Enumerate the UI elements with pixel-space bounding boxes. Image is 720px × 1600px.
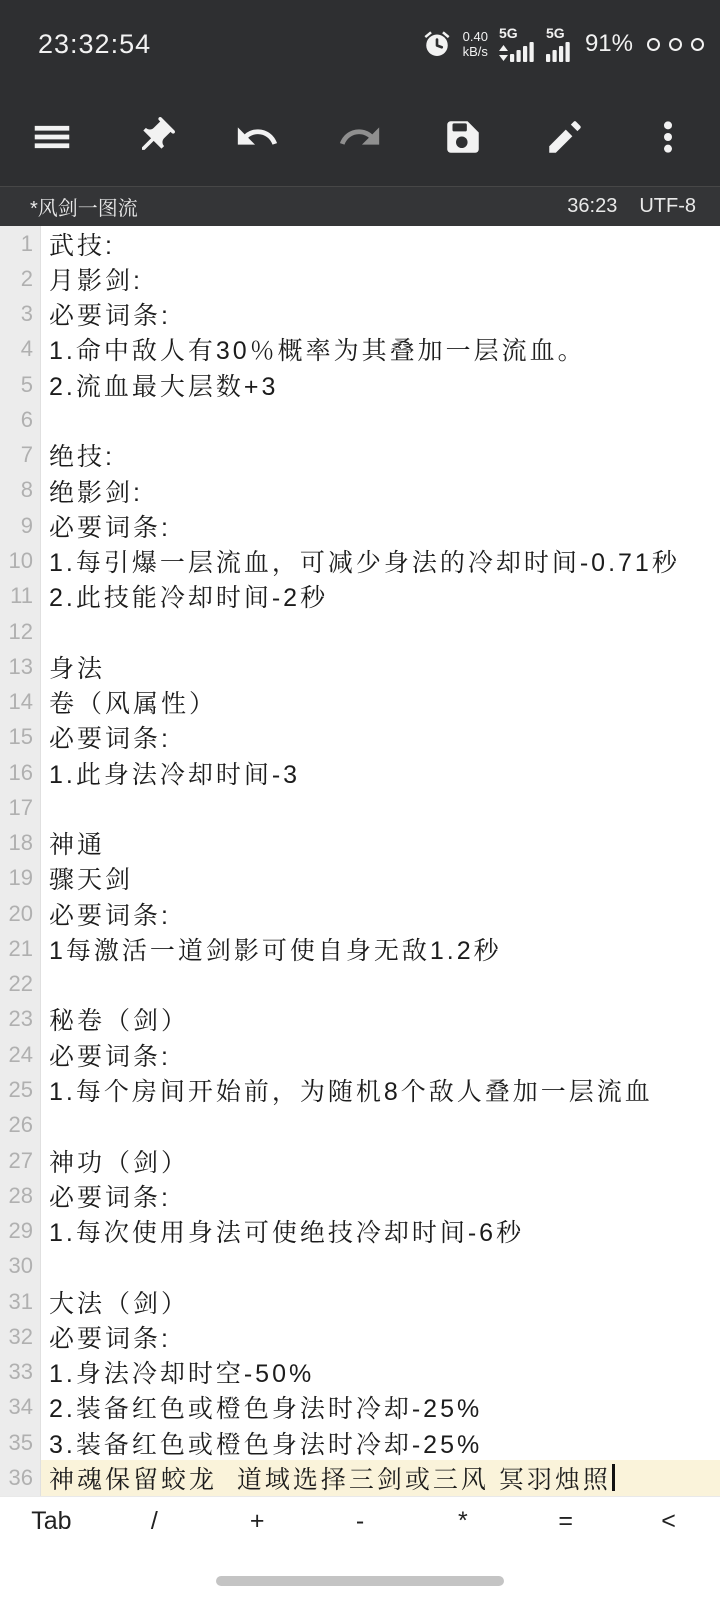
- line-number: 17: [8, 794, 33, 820]
- editor-line[interactable]: [0, 614, 720, 649]
- line-text[interactable]: 秘卷（剑）: [49, 1007, 190, 1036]
- line-text[interactable]: 绝影剑:: [49, 478, 143, 507]
- editor-line[interactable]: [0, 1319, 720, 1354]
- line-text[interactable]: 必要词条:: [49, 1042, 171, 1071]
- line-text[interactable]: 2.此技能冷却时间-2秒: [49, 584, 329, 613]
- line-text[interactable]: 1.每引爆一层流血，可减少身法的冷却时间-0.71秒: [49, 549, 680, 578]
- network-speed-value: 0.40: [462, 29, 488, 44]
- editor-line[interactable]: [0, 438, 720, 473]
- battery-percentage: 91%: [584, 30, 633, 57]
- editor-line[interactable]: [0, 1037, 720, 1072]
- line-number: 32: [8, 1323, 33, 1349]
- editor-line[interactable]: [0, 261, 720, 296]
- line-text[interactable]: 2.流血最大层数+3: [49, 372, 279, 401]
- line-text[interactable]: 必要词条:: [49, 725, 171, 754]
- line-number: 14: [8, 689, 33, 715]
- line-number: 10: [8, 548, 33, 574]
- line-number: 16: [8, 759, 33, 785]
- status-right-cluster: [422, 24, 704, 62]
- symbol-key-asterisk[interactable]: *: [458, 1506, 468, 1535]
- line-text[interactable]: 必要词条:: [49, 1183, 171, 1212]
- line-number: 4: [20, 336, 33, 362]
- editor-line[interactable]: [0, 1390, 720, 1425]
- line-number: 25: [8, 1077, 33, 1102]
- sim1-network-type: 5G: [498, 24, 518, 41]
- cursor-position: 36:23: [567, 195, 618, 217]
- line-number: 33: [8, 1359, 33, 1385]
- line-number: 21: [8, 935, 33, 961]
- line-number: 13: [8, 653, 33, 679]
- line-number: 20: [8, 900, 33, 926]
- text-cursor: [612, 1464, 615, 1491]
- line-text[interactable]: 大法（剑）: [49, 1289, 190, 1318]
- editor-line[interactable]: [0, 720, 720, 755]
- redo-icon: [337, 114, 383, 160]
- line-number: 34: [8, 1394, 33, 1420]
- editor-line[interactable]: [0, 826, 720, 861]
- signal-bars-icon: [510, 41, 535, 62]
- line-number: 15: [8, 724, 33, 750]
- line-number: 36: [8, 1464, 33, 1490]
- line-text[interactable]: 1.每次使用身法可使绝技冷却时间-6秒: [49, 1219, 525, 1248]
- data-updown-arrows-icon: [499, 45, 508, 62]
- line-number: 23: [8, 1006, 33, 1032]
- symbol-key-tab[interactable]: Tab: [31, 1506, 72, 1535]
- line-number: 6: [20, 406, 33, 432]
- menu-button[interactable]: [26, 111, 78, 163]
- line-text[interactable]: 必要词条:: [49, 901, 171, 930]
- network-speed-unit: kB/s: [462, 44, 488, 59]
- more-options-button[interactable]: [642, 111, 694, 163]
- line-text[interactable]: 1每激活一道剑影可使自身无敌1.2秒: [49, 936, 502, 965]
- line-number: 8: [20, 477, 33, 503]
- pencil-icon: [544, 116, 586, 158]
- line-number: 5: [20, 371, 33, 397]
- line-number: 12: [8, 618, 33, 644]
- line-number: 30: [8, 1253, 33, 1279]
- status-bar: [0, 0, 720, 88]
- line-number: 31: [8, 1288, 33, 1314]
- line-number: 26: [8, 1112, 33, 1138]
- line-number: 29: [8, 1218, 33, 1244]
- editor-line[interactable]: [0, 1002, 720, 1037]
- line-number: 22: [8, 971, 33, 997]
- line-text[interactable]: 绝技:: [49, 443, 115, 472]
- editor-line[interactable]: [0, 402, 720, 437]
- line-text[interactable]: 2.装备红色或橙色身法时冷却-25%: [49, 1395, 483, 1424]
- line-text[interactable]: 卷（风属性）: [49, 690, 218, 719]
- line-text[interactable]: 3.装备红色或橙色身法时冷却-25%: [49, 1430, 483, 1459]
- editor-line[interactable]: [0, 967, 720, 1002]
- line-number: 7: [20, 442, 33, 468]
- editor-line[interactable]: [0, 684, 720, 719]
- gesture-nav-area: [0, 1545, 720, 1600]
- hamburger-menu-icon: [29, 114, 75, 160]
- editor-line[interactable]: [0, 508, 720, 543]
- symbol-key-plus[interactable]: +: [249, 1506, 265, 1535]
- sim2-network-type: 5G: [545, 24, 565, 41]
- file-title: *风剑一图流: [30, 198, 138, 220]
- line-text[interactable]: 1.此身法冷却时间-3: [49, 760, 301, 789]
- editor-line[interactable]: [0, 1108, 720, 1143]
- line-text[interactable]: [41, 967, 720, 1002]
- line-text[interactable]: 武技:: [49, 231, 115, 260]
- line-number: 35: [8, 1429, 33, 1455]
- edit-button[interactable]: [539, 111, 591, 163]
- line-number: 9: [20, 512, 33, 538]
- undo-icon: [234, 114, 280, 160]
- editor-line[interactable]: [0, 1249, 720, 1284]
- line-number: 11: [10, 583, 33, 609]
- line-text[interactable]: [41, 1108, 720, 1143]
- editor-line[interactable]: [0, 896, 720, 931]
- line-text[interactable]: 骤天剑: [49, 866, 134, 895]
- redo-button[interactable]: [334, 111, 386, 163]
- line-number: 19: [8, 865, 33, 891]
- undo-button[interactable]: [231, 111, 283, 163]
- editor-line[interactable]: [0, 367, 720, 402]
- network-speed: [463, 29, 488, 59]
- status-clock: 23:32:54: [38, 28, 152, 59]
- signal-bars-icon: [546, 41, 571, 62]
- line-text[interactable]: [41, 614, 720, 649]
- sim1-signal: [498, 24, 535, 62]
- editor-line[interactable]: [0, 790, 720, 825]
- symbol-key-minus[interactable]: -: [355, 1506, 365, 1535]
- symbol-key-equals[interactable]: =: [558, 1506, 574, 1535]
- editor-line[interactable]: [0, 473, 720, 508]
- alarm-icon: [422, 29, 452, 59]
- line-number: 28: [8, 1182, 33, 1208]
- editor-line[interactable]: [0, 297, 720, 332]
- editor-line[interactable]: [0, 755, 720, 790]
- editor-line[interactable]: [0, 1460, 720, 1495]
- line-text[interactable]: 月影剑:: [49, 266, 143, 295]
- battery-dots-icon: [647, 38, 704, 51]
- pushpin-icon: [133, 115, 177, 159]
- line-text[interactable]: 1.命中敌人有30％概率为其叠加一层流血。: [49, 337, 586, 366]
- line-text[interactable]: 必要词条:: [49, 302, 171, 331]
- line-text[interactable]: [41, 1249, 720, 1284]
- line-number: 2: [20, 265, 33, 291]
- pin-button[interactable]: [129, 111, 181, 163]
- save-floppy-icon: [442, 116, 484, 158]
- line-number: 3: [20, 301, 33, 327]
- vertical-ellipsis-icon: [648, 117, 688, 157]
- line-number: 27: [8, 1147, 33, 1173]
- editor-line[interactable]: [0, 1425, 720, 1460]
- text-editor[interactable]: [0, 226, 720, 1496]
- line-text[interactable]: 必要词条:: [49, 513, 171, 542]
- editor-line[interactable]: [0, 543, 720, 578]
- file-info-bar: [0, 186, 720, 226]
- editor-line[interactable]: [0, 1355, 720, 1390]
- line-text[interactable]: 1.每个房间开始前，为随机8个敌人叠加一层流血: [49, 1078, 653, 1107]
- editor-line[interactable]: [0, 649, 720, 684]
- line-text[interactable]: 神通: [49, 831, 106, 860]
- line-text[interactable]: [41, 402, 720, 437]
- line-number: 1: [20, 230, 33, 256]
- editor-line[interactable]: [0, 861, 720, 896]
- editor-line[interactable]: [0, 1178, 720, 1213]
- line-text[interactable]: 神魂保留蛟龙 道域选择三剑或三风 冥羽烛照: [41, 1460, 720, 1495]
- editor-line[interactable]: [0, 931, 720, 966]
- editor-line[interactable]: [0, 1072, 720, 1107]
- line-number: 18: [8, 830, 33, 856]
- symbol-key-slash[interactable]: /: [150, 1506, 158, 1535]
- line-text[interactable]: 必要词条:: [49, 1324, 171, 1353]
- symbol-key-less-than[interactable]: <: [661, 1506, 676, 1535]
- editor-line[interactable]: [0, 332, 720, 367]
- sim2-signal: [545, 24, 571, 62]
- save-button[interactable]: [437, 111, 489, 163]
- line-text[interactable]: 1.身法冷却时空-50%: [49, 1360, 315, 1389]
- editor-line[interactable]: [0, 1284, 720, 1319]
- line-number: 24: [8, 1041, 33, 1067]
- editor-line[interactable]: [0, 226, 720, 261]
- line-text[interactable]: [41, 790, 720, 825]
- line-text[interactable]: 身法: [49, 654, 106, 683]
- file-encoding: UTF-8: [639, 195, 696, 217]
- editor-line[interactable]: [0, 579, 720, 614]
- editor-line[interactable]: [0, 1213, 720, 1248]
- line-text[interactable]: 神功（剑）: [49, 1148, 190, 1177]
- symbol-key-bar: [0, 1496, 720, 1545]
- editor-line[interactable]: [0, 1143, 720, 1178]
- gesture-nav-pill[interactable]: [216, 1576, 504, 1586]
- editor-toolbar: [0, 88, 720, 186]
